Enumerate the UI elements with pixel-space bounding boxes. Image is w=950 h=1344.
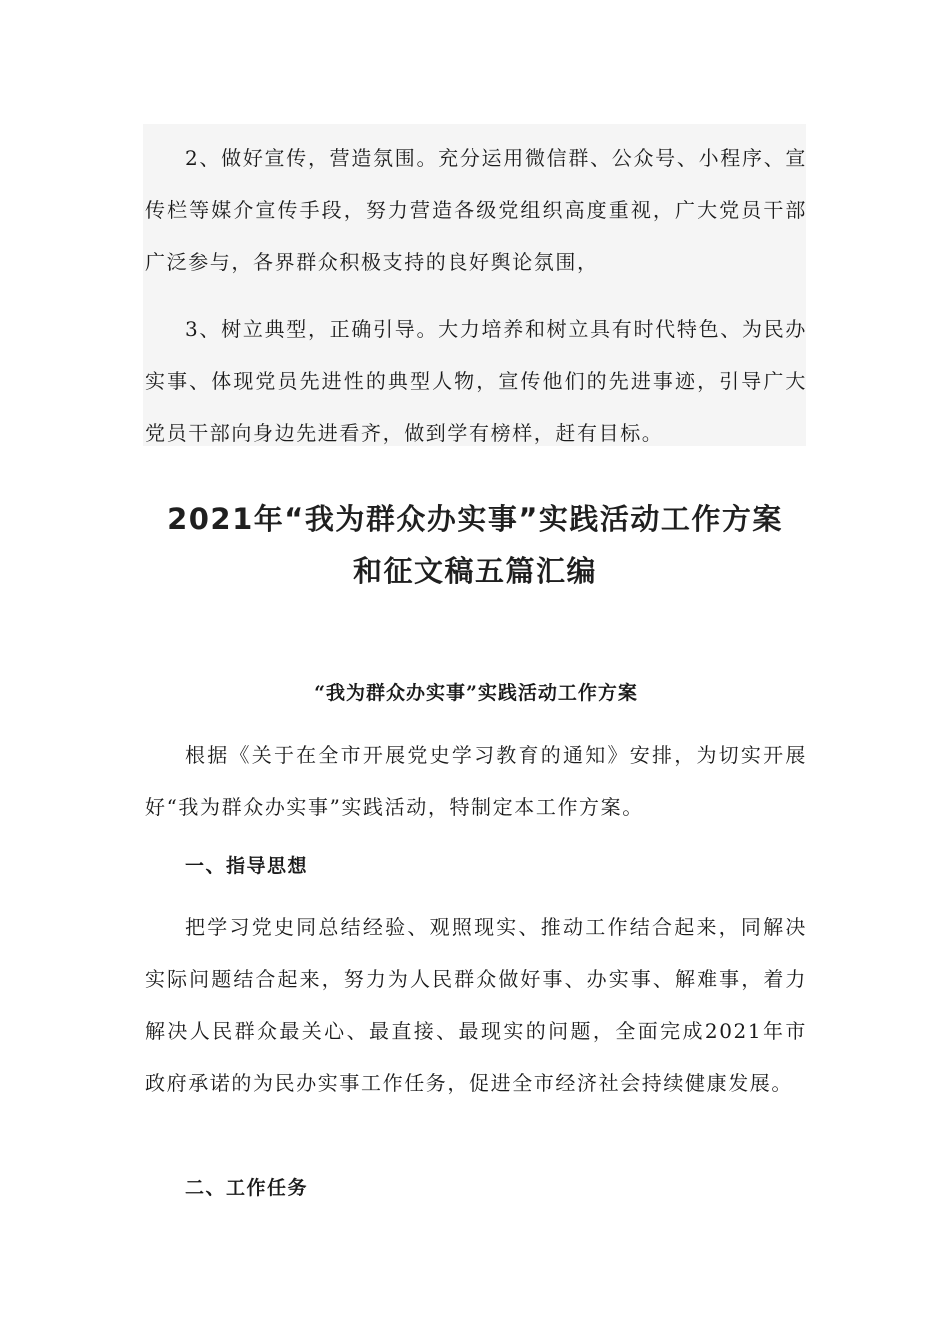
heading-guiding-ideology: 一、指导思想 bbox=[185, 855, 309, 877]
heading-work-tasks: 二、工作任务 bbox=[185, 1177, 309, 1199]
intro-paragraph: 根据《关于在全市开展党史学习教育的通知》安排，为切实开展好“我为群众办实事”实践活动，特制定本工作方案。 bbox=[145, 743, 807, 819]
highlighted-text-block bbox=[143, 124, 806, 446]
paragraph-item-2: 2、做好宣传，营造氛围。充分运用微信群、公众号、小程序、宣传栏等媒介宣传手段，努力营造各级党组织高度重视，广大党员干部广泛参与，各界群众积极支持的良好舆论氛围， bbox=[145, 146, 807, 274]
section-subtitle: “我为群众办实事”实践活动工作方案 bbox=[314, 682, 638, 704]
paragraph-item-3: 3、树立典型，正确引导。大力培养和树立具有时代特色、为民办实事、体现党员先进性的典型人物，宣传他们的先进事迹，引导广大党员干部向身边先进看齐，做到学有榜样，赶有目标。 bbox=[145, 317, 807, 445]
title-line-1: 2021年“我为群众办实事”实践活动工作方案 bbox=[167, 502, 783, 536]
guiding-ideology-paragraph: 把学习党史同总结经验、观照现实、推动工作结合起来，同解决实际问题结合起来，努力为人民群众做好事、办实事、解难事，着力解决人民群众最关心、最直接、最现实的问题，全面完成2021年市政府承诺的为民办实事工作任务，促进全市经济社会持续健康发展。 bbox=[145, 915, 807, 1095]
title-line-2: 和征文稿五篇汇编 bbox=[352, 554, 597, 588]
document-title bbox=[120, 493, 830, 597]
